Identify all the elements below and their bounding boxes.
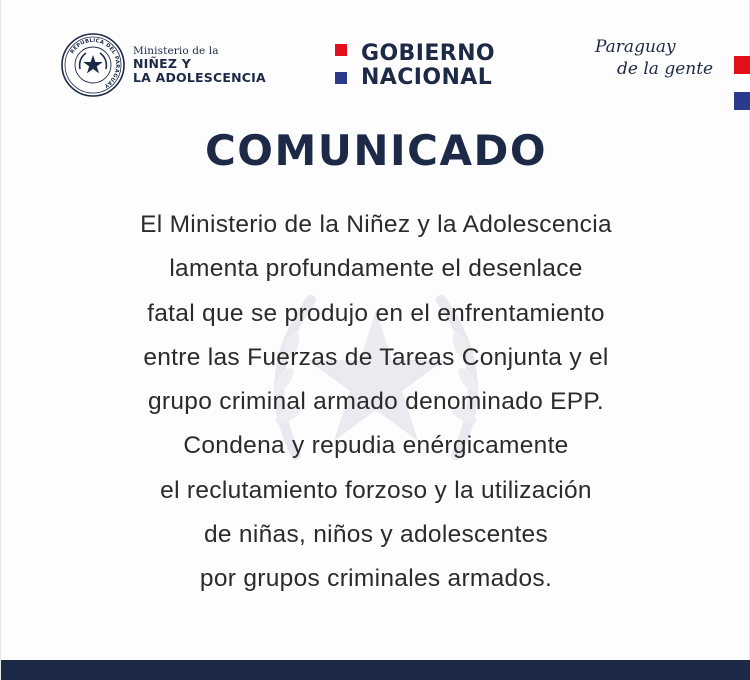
government-logo [335, 42, 495, 90]
header [1, 0, 750, 120]
ministry-logo [61, 33, 266, 97]
ministry-name-line1: Ministerio de la [133, 45, 219, 58]
ministry-name-line2: NIÑEZ Y [133, 56, 191, 72]
communique-body [1, 203, 750, 602]
national-seal-icon [61, 33, 125, 97]
body-line: de niñas, niños y adolescentes [203, 521, 549, 549]
government-line2: NACIONAL [361, 65, 493, 90]
government-line1: GOBIERNO [361, 41, 495, 66]
body-line: El Ministerio de la Niñez y la Adolescencia [140, 211, 612, 238]
footer-bar [1, 660, 750, 680]
seal-text: REPÚBLICA DEL PARAGUAY [69, 37, 121, 89]
government-squares-icon [335, 42, 347, 86]
flag-stripes [734, 56, 750, 110]
body-line: lamenta profundamente el desenlace [169, 255, 583, 283]
slogan-line1: Paraguay [595, 37, 676, 57]
body-line: el reclutamiento forzoso y la utilización [160, 476, 592, 504]
body-line: grupo criminal armado denominado EPP. [148, 388, 604, 416]
slogan-line2: de la gente [617, 59, 714, 79]
page-title: COMUNICADO [204, 126, 548, 175]
slogan-logo [595, 36, 713, 80]
ministry-name-line3: LA ADOLESCENCIA [133, 69, 266, 85]
body-line: por grupos criminales armados. [199, 565, 553, 593]
body-line: Condena y repudia enérgicamente [183, 432, 569, 460]
body-line: fatal que se produjo en el enfrentamiento [147, 299, 605, 327]
body-line: entre las Fuerzas de Tareas Conjunta y el [143, 343, 609, 371]
